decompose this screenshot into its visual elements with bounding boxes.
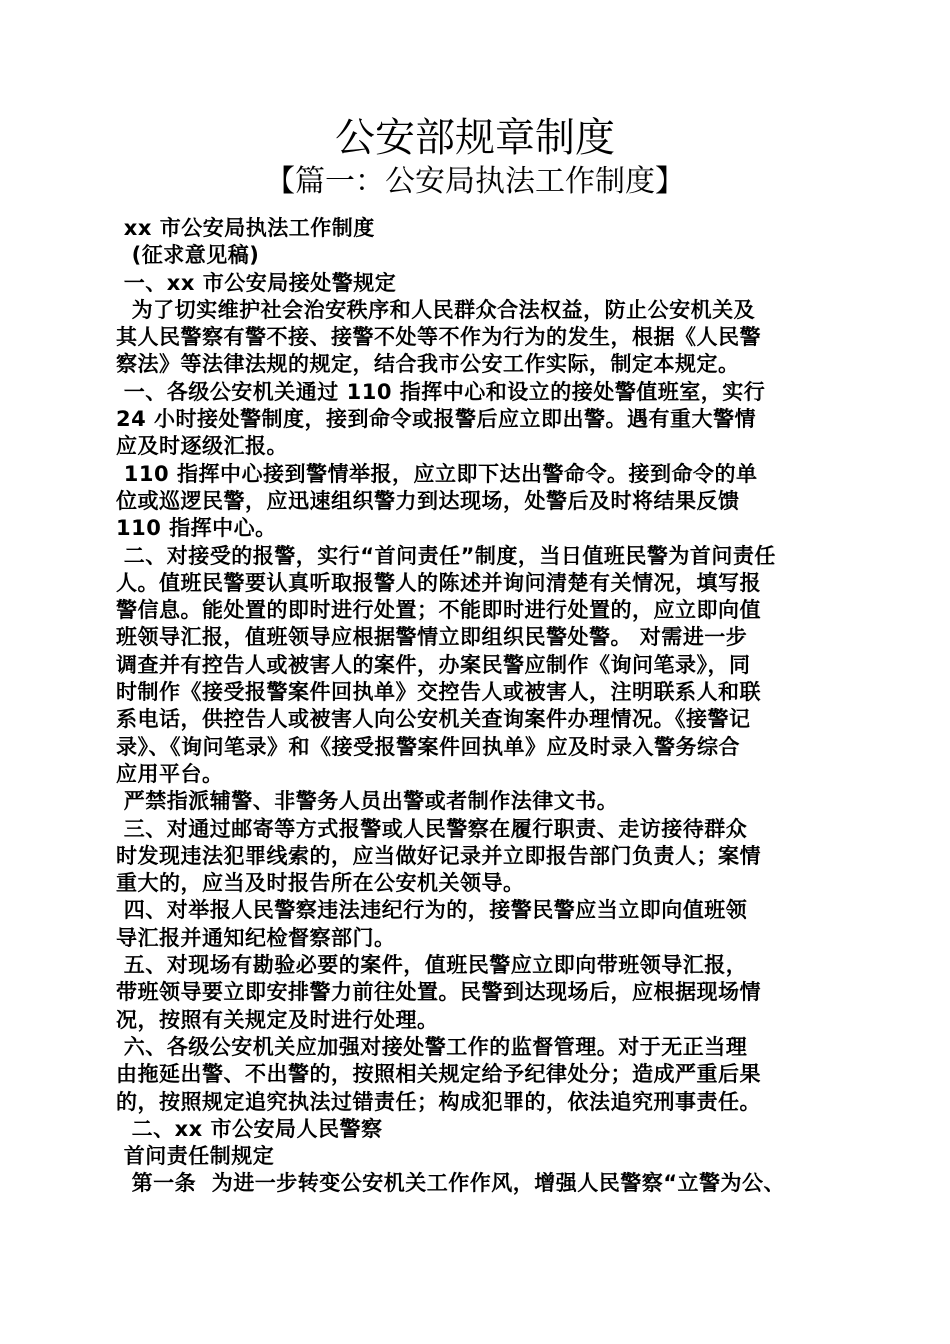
document-subtitle: 【篇一：公安局执法工作制度】 xyxy=(265,164,685,199)
text-line: 二、xx 市公安局人民警察 xyxy=(116,1116,383,1141)
text-line: 首问责任制规定 xyxy=(116,1144,275,1169)
text-line: 况，按照有关规定及时进行处理。 xyxy=(116,1007,439,1032)
text-line: 其人民警察有警不接、接警不处等不作为行为的发生，根据《人民警 xyxy=(116,325,761,350)
text-line: 110 指挥中心。 xyxy=(116,516,277,541)
text-line: (征求意见稿) xyxy=(116,243,260,268)
text-line: 应用平台。 xyxy=(116,761,224,786)
text-line: 严禁指派辅警、非警务人员出警或者制作法律文书。 xyxy=(116,789,619,814)
text-line: 由拖延出警、不出警的，按照相关规定给予纪律处分；造成严重后果 xyxy=(116,1062,761,1087)
text-line: 三、对通过邮寄等方式报警或人民警察在履行职责、走访接待群众 xyxy=(116,816,748,841)
document-body xyxy=(116,215,836,1198)
text-line: 位或巡逻民警，应迅速组织警力到达现场，处警后及时将结果反馈 xyxy=(116,488,740,513)
text-line: 的，按照规定追究执法过错责任；构成犯罪的，依法追究刑事责任。 xyxy=(116,1089,761,1114)
text-line: 人。值班民警要认真听取报警人的陈述并询问清楚有关情况，填写报 xyxy=(116,570,761,595)
text-line: xx 市公安局执法工作制度 xyxy=(116,216,375,240)
text-line: 察法》等法律法规的规定，结合我市公安工作实际，制定本规定。 xyxy=(116,352,740,377)
text-line: 调查并有控告人或被害人的案件，办案民警应制作《询问笔录》，同 xyxy=(116,652,751,677)
text-line: 六、各级公安机关应加强对接处警工作的监督管理。对于无正当理 xyxy=(116,1034,748,1059)
text-line: 为了切实维护社会治安秩序和人民群众合法权益，防止公安机关及 xyxy=(116,297,756,322)
text-line: 应及时逐级汇报。 xyxy=(116,434,288,459)
text-line: 时发现违法犯罪线索的，应当做好记录并立即报告部门负责人；案情 xyxy=(116,843,761,868)
text-line: 110 指挥中心接到警情举报，应立即下达出警命令。接到命令的单 xyxy=(116,461,758,486)
text-line: 四、对举报人民警察违法违纪行为的，接警民警应当立即向值班领 xyxy=(116,898,748,923)
text-line: 一、各级公安机关通过 110 指挥中心和设立的接处警值班室，实行 xyxy=(116,379,766,404)
text-line: 第一条 为进一步转变公安机关工作作风，增强人民警察“立警为公、 xyxy=(116,1171,786,1196)
document-title: 公安部规章制度 xyxy=(335,115,615,161)
text-line: 一、xx 市公安局接处警规定 xyxy=(116,270,397,295)
text-line: 带班领导要立即安排警力前往处置。民警到达现场后，应根据现场情 xyxy=(116,980,761,1005)
text-line: 时制作《接受报警案件回执单》交控告人或被害人，注明联系人和联 xyxy=(116,680,761,705)
text-line: 重大的，应当及时报告所在公安机关领导。 xyxy=(116,871,525,896)
text-line: 录》、《询问笔录》和《接受报警案件回执单》应及时录入警务综合 xyxy=(116,734,740,759)
text-line: 导汇报并通知纪检督察部门。 xyxy=(116,925,396,950)
text-line: 五、对现场有勘验必要的案件，值班民警应立即向带班领导汇报， xyxy=(116,953,748,978)
text-line: 系电话，供控告人或被害人向公安机关查询案件办理情况。《接警记 xyxy=(116,707,751,732)
text-line: 警信息。能处置的即时进行处置；不能即时进行处置的，应立即向值 xyxy=(116,598,761,623)
text-line: 班领导汇报，值班领导应根据警情立即组织民警处警。 对需进一步 xyxy=(116,625,748,650)
text-line: 24 小时接处警制度，接到命令或报警后应立即出警。遇有重大警情 xyxy=(116,407,757,432)
text-line: 二、对接受的报警，实行“首问责任”制度，当日值班民警为首问责任 xyxy=(116,543,776,568)
